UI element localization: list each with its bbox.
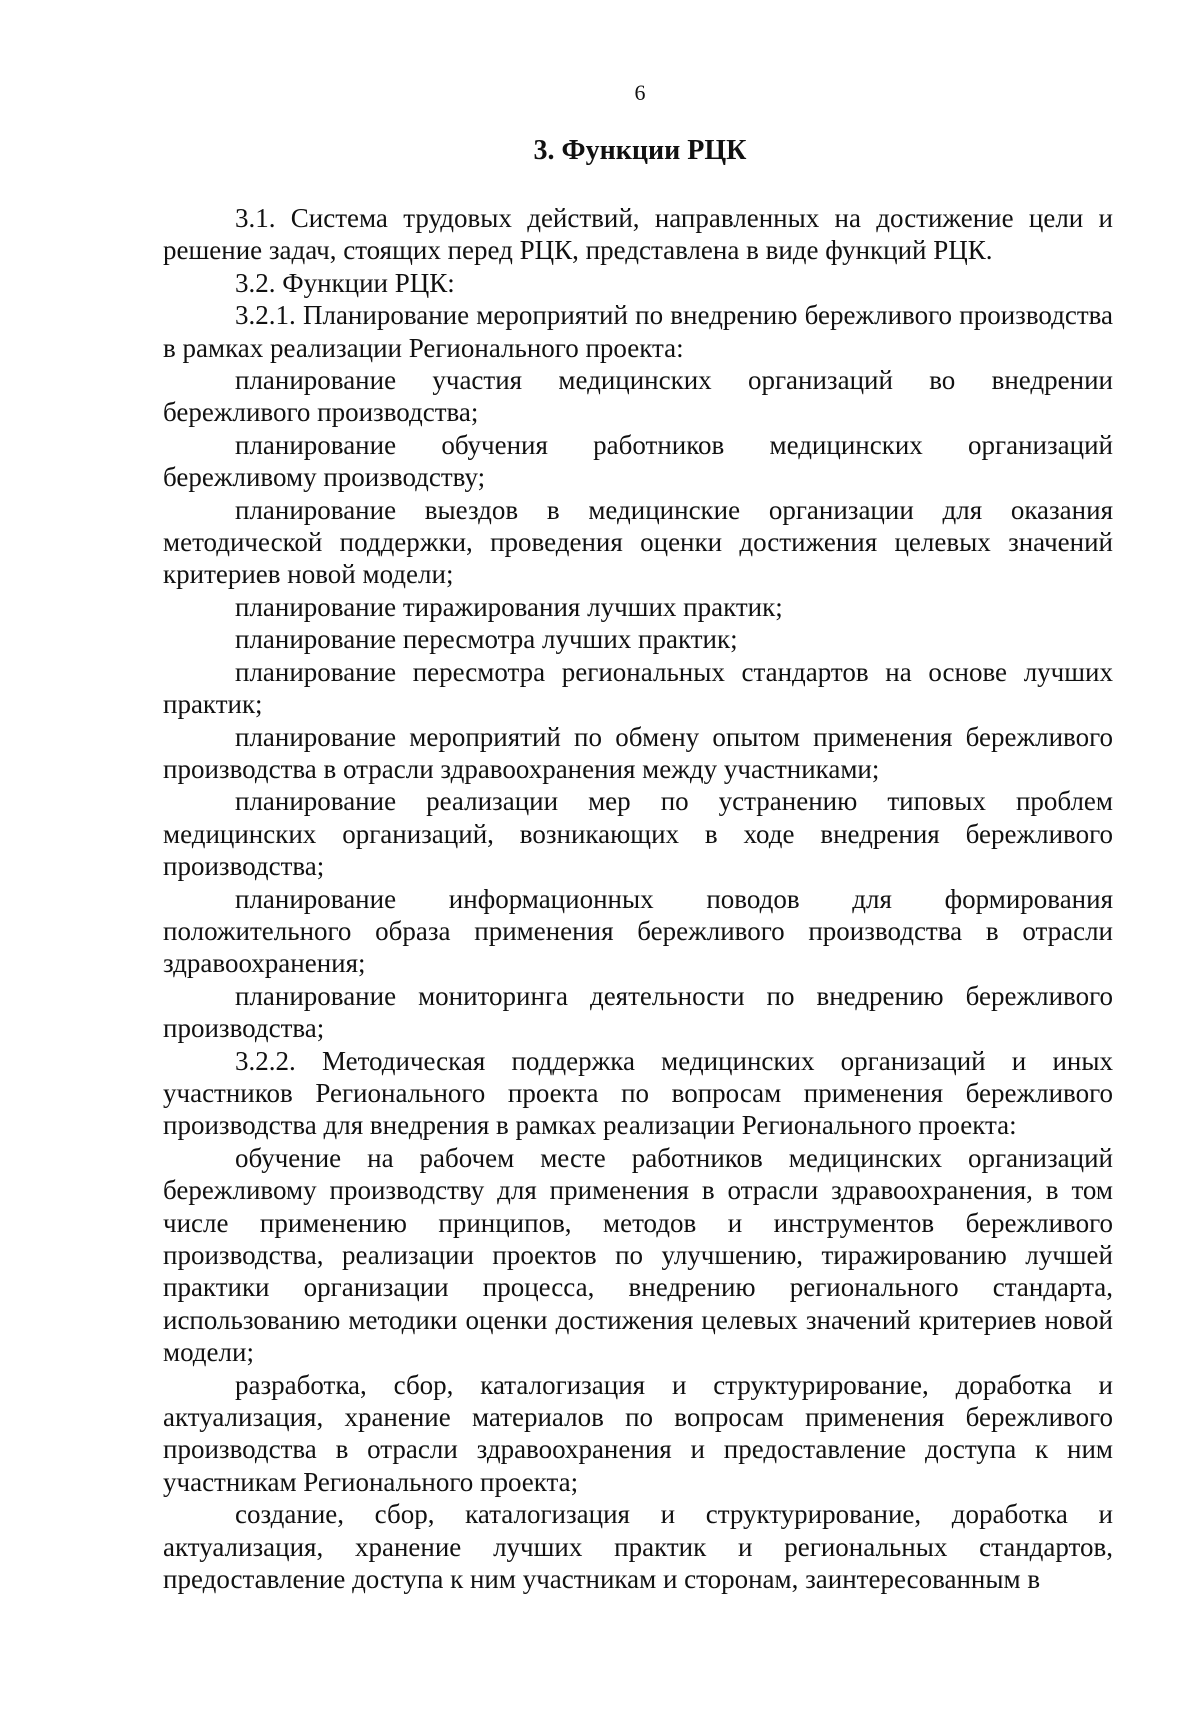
paragraph: планирование мониторинга деятельности по внедрению бережливого производства; [163, 980, 1113, 1044]
paragraph: планирование реализации мер по устранению типовых проблем медицинских организаций, возникающих в ходе внедрения бережливого производства; [163, 786, 1113, 882]
paragraph: 3.1. Система трудовых действий, направленных на достижение цели и решение задач, стоящих перед РЦК, представлена в виде функций РЦК. [163, 203, 1113, 266]
paragraph: создание, сбор, каталогизация и структурирование, доработка и актуализация, хранение лучших практик и региональных стандартов, предоставление доступа к ним участникам и сторонам, заинтересованным в [163, 1499, 1113, 1595]
paragraph: планирование выездов в медицинские организации для оказания методической поддержки, проведения оценки достижения целевых значений критериев новой модели; [163, 494, 1113, 590]
paragraph: планирование тиражирования лучших практик; [235, 591, 783, 622]
page-number: 6 [634, 80, 646, 105]
paragraph: планирование пересмотра лучших практик; [235, 624, 738, 655]
paragraph: планирование мероприятий по обмену опытом применения бережливого производства в отрасли здравоохранения между участниками; [163, 721, 1113, 784]
paragraph: 3.2.2. Методическая поддержка медицинских организаций и иных участников Регионального проекта по вопросам применения бережливого производства для внедрения в рамках реализации Регионального проекта: [163, 1045, 1113, 1141]
paragraph: планирование информационных поводов для формирования положительного образа применения бережливого производства в отрасли здравоохранения; [163, 883, 1113, 979]
document-body [163, 202, 1113, 1595]
paragraph: планирование пересмотра региональных стандартов на основе лучших практик; [163, 656, 1113, 720]
section-title: 3. Функции РЦК [533, 135, 747, 166]
paragraph: планирование участия медицинских организаций во внедрении бережливого производства; [163, 365, 1113, 428]
paragraph: обучение на рабочем месте работников медицинских организаций бережливому производству для применения в отрасли здравоохранения, в том числе применению принципов, методов и инструментов бережливого производства, реализации проектов по улучшению, тиражированию лучшей практики организации процесса, внедрению регионального стандарта, использованию методики оценки достижения целевых значений критериев новой модели; [163, 1142, 1113, 1368]
paragraph: планирование обучения работников медицинских организаций бережливому производству; [163, 429, 1113, 493]
paragraph: 3.2.1. Планирование мероприятий по внедрению бережливого производства в рамках реализации Регионального проекта: [163, 300, 1113, 363]
paragraph: 3.2. Функции РЦК: [235, 267, 455, 298]
paragraph: разработка, сбор, каталогизация и структурирование, доработка и актуализация, хранение материалов по вопросам применения бережливого производства в отрасли здравоохранения и предоставление доступа к ним участникам Регионального проекта; [163, 1369, 1113, 1497]
